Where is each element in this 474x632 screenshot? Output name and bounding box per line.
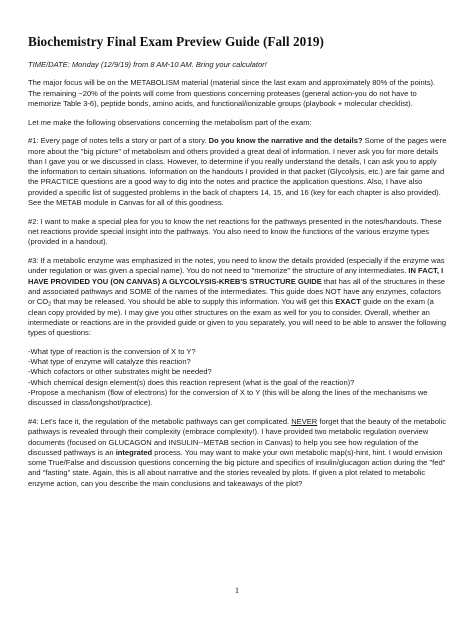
observation-1-text: #1: Every page of notes tells a story or part of a story. xyxy=(28,136,209,146)
observation-3-text-4: guide on the exam (a clean copy provided by me). I may give you other structures on the exam as well for you to consider. Overall, whether an intermediate or reactions are in the provided guide or given to you separately, you will need to be able to answer the following types of questions: xyxy=(28,297,447,338)
page-number: 1 xyxy=(234,585,240,595)
question-types-list xyxy=(28,347,448,409)
list-item: -Which chemical design element(s) does this reaction represent (what is the goal of the reaction)? xyxy=(28,377,355,387)
lead-in-paragraph: Let me make the following observations concerning the metabolism part of the exam: xyxy=(28,117,312,127)
observation-2: #2: I want to make a special plea for you to know the net reactions for the pathways presented in the notes/handouts. These net reactions provide special insight into the pathways. You also need to know the functions of the various enzyme types (provided in a handout). xyxy=(28,216,442,247)
observation-4-text: #4: Let's face it, the regulation of the metabolic pathways can get complicated. xyxy=(28,416,292,426)
time-date-line: TIME/DATE: Monday (12/9/19) from 8 AM-10 AM. Bring your calculator! xyxy=(28,60,267,69)
intro-paragraph: The major focus will be on the METABOLISM material (material since the last exam and approximately 80% of the points). The remaining ~20% of the points will come from questions concerning proteases (general action-you do not have to memorize Table 3-6), peptide bonds, amino acids, and functional/ionizable groups (playbook + molecular checklist). xyxy=(28,78,436,108)
observation-4-never: NEVER xyxy=(291,416,318,426)
list-item: -What type of enzyme will catalyze this reaction? xyxy=(28,357,191,367)
observation-4-integrated: integrated xyxy=(115,447,153,457)
list-item: -What type of reaction is the conversion of X to Y? xyxy=(28,346,196,356)
observation-3-text-3: that may be released. You should be able to supply this information. You will get this xyxy=(51,297,336,307)
observation-3-text: #3: If a metabolic enzyme was emphasized in the notes, you need to know the details provided (especially if the enzyme was under regulation or was given a special name). You do not need to "memorize" the structure of any intermediates. xyxy=(28,256,445,276)
observation-3-exact: EXACT xyxy=(335,297,361,307)
observation-3-emphasis: IN FACT, I HAVE PROVIDED YOU (ON CANVAS) A GLYCOLYSIS-KREB'S STRUCTURE GUIDE xyxy=(28,266,444,286)
observation-1-emphasis: Do you know the narrative and the details? xyxy=(208,136,363,146)
observation-3 xyxy=(28,256,448,338)
observation-3-text-2: that has all of the structures in these and associated pathways and SOME of the names of the intermediates. This guide does NOT have any enzymes, cofactors or CO xyxy=(28,276,446,307)
observation-1 xyxy=(28,136,448,208)
document-title: Biochemistry Final Exam Preview Guide (Fall 2019) xyxy=(28,34,324,49)
observation-4 xyxy=(28,417,448,489)
document-body xyxy=(28,34,448,497)
list-item: -Which cofactors or other substrates might be needed? xyxy=(28,367,212,377)
co2-subscript: 2 xyxy=(48,301,52,308)
observation-4-text-2: forget that the beauty of the metabolic pathways is revealed through their complexity (embrace complexity!). I have provided two metabolic regulation overview documents (focused on GLUCAGON and INSULIN--METAB section in Canvas) to help you see how regulation of the discussed pathways is an xyxy=(28,416,447,457)
observation-4-text-3: process. You may want to make your own metabolic map(s)-hint, hint. I would envision some True/False and discussion questions concerning the big picture and specifics of insulin/glucagon action during the "fed" and "fasting" state. Again, this is all about narrative and the stories revealed by plots. If given a plot related to metabolic enzyme action, can you describe the main conclusions and takeaways of the plot? xyxy=(28,447,446,488)
observation-1-text-rest: Some of the pages were more about the "big picture" of metabolism and others provided a great deal of information. I never ask you for more details than I gave you or we discussed in class. However, to determine if you really understand the details, I can ask you to apply the information to certain situations. Information on the handouts I provided in that packet (Glycolysis, etc.) are fair game and the PRACTICE questions are a good way to dig into the notes and practice the application questions. Also, I have also provided a specific list of suggested problems in the back of chapters 14, 15, and 16 (key for each chapter is also provided). See the METAB module in Canvas for all of this goodness. xyxy=(28,136,447,208)
list-item: -Propose a mechanism (flow of electrons) for the conversion of X to Y (this will be along the lines of the mechanisms we discussed in class/longshot/practice). xyxy=(28,387,428,408)
